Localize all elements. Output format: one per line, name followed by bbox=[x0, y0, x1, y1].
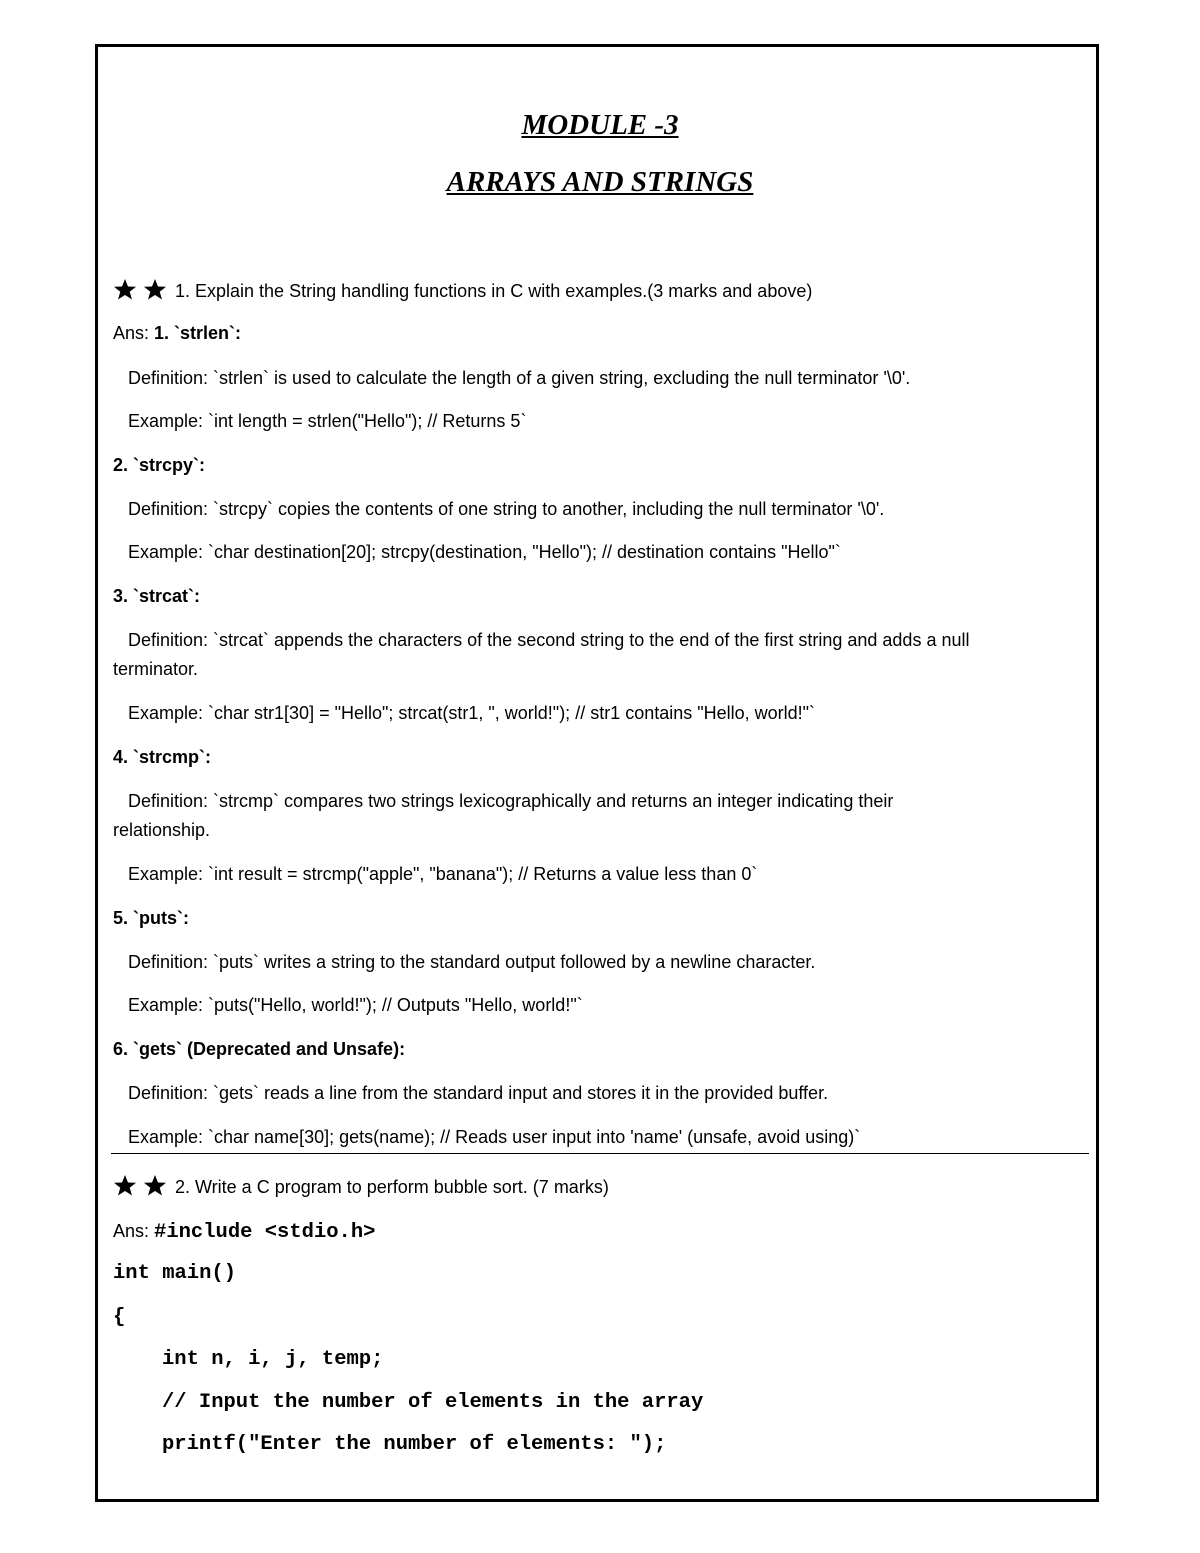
code-line: int n, i, j, temp; bbox=[162, 1348, 384, 1371]
item-definition-cont: terminator. bbox=[113, 659, 199, 679]
item-example: Example: `puts("Hello, world!"); // Outputs "Hello, world!"` bbox=[128, 995, 583, 1015]
question-2 bbox=[113, 1174, 609, 1202]
module-title: MODULE -3 bbox=[521, 109, 679, 141]
item-definition: Definition: `gets` reads a line from the standard input and stores it in the provided buffer. bbox=[128, 1083, 829, 1103]
code-line: // Input the number of elements in the array bbox=[162, 1391, 704, 1414]
item-definition: Definition: `strlen` is used to calculate the length of a given string, excluding the null terminator '\0'. bbox=[128, 368, 911, 388]
item-heading: 1. `strlen`: bbox=[154, 323, 242, 343]
topic-title: ARRAYS AND STRINGS bbox=[446, 166, 754, 198]
question-stars bbox=[113, 1174, 173, 1202]
item-heading: 3. `strcat`: bbox=[113, 586, 201, 606]
page-border bbox=[95, 44, 1099, 1502]
star-icon bbox=[113, 278, 137, 300]
item-definition: Definition: `strcpy` copies the contents of one string to another, including the null terminator '\0'. bbox=[128, 499, 885, 519]
item-heading: 6. `gets` (Deprecated and Unsafe): bbox=[113, 1039, 406, 1059]
item-heading: 4. `strcmp`: bbox=[113, 747, 212, 767]
item-example: Example: `char name[30]; gets(name); // Reads user input into 'name' (unsafe, avoid using)` bbox=[128, 1127, 861, 1147]
question-1 bbox=[113, 278, 812, 306]
star-icon bbox=[143, 1174, 167, 1196]
question-1-prompt: 1. Explain the String handling functions in C with examples.(3 marks and above) bbox=[175, 281, 813, 301]
section-divider bbox=[111, 1153, 1089, 1154]
code-text: #include <stdio.h> bbox=[154, 1221, 376, 1244]
item-definition: Definition: `strcmp` compares two strings lexicographically and returns an integer indicating their bbox=[128, 791, 894, 811]
item-example: Example: `char str1[30] = "Hello"; strcat(str1, ", world!"); // str1 contains "Hello, world!"` bbox=[128, 703, 816, 723]
item-definition-cont: relationship. bbox=[113, 820, 211, 840]
code-line: { bbox=[113, 1306, 126, 1329]
item-definition: Definition: `puts` writes a string to the standard output followed by a newline character. bbox=[128, 952, 816, 972]
answer-label: Ans: bbox=[113, 323, 155, 343]
item-heading: 2. `strcpy`: bbox=[113, 455, 206, 475]
answer-1 bbox=[113, 321, 241, 345]
star-icon bbox=[113, 1174, 137, 1196]
item-example: Example: `int result = strcmp("apple", "banana"); // Returns a value less than 0` bbox=[128, 864, 758, 884]
code-line bbox=[113, 1218, 375, 1246]
code-line: int main() bbox=[113, 1262, 237, 1285]
item-example: Example: `int length = strlen("Hello"); // Returns 5` bbox=[128, 411, 527, 431]
answer-label: Ans: bbox=[113, 1221, 155, 1241]
item-heading: 5. `puts`: bbox=[113, 908, 189, 928]
item-definition: Definition: `strcat` appends the characters of the second string to the end of the first string and adds a null bbox=[128, 630, 970, 650]
item-example: Example: `char destination[20]; strcpy(destination, "Hello"); // destination contains "Hello"` bbox=[128, 542, 841, 562]
question-2-prompt: 2. Write a C program to perform bubble sort. (7 marks) bbox=[175, 1177, 609, 1197]
code-line: printf("Enter the number of elements: "); bbox=[162, 1433, 667, 1456]
star-icon bbox=[143, 278, 167, 300]
question-stars bbox=[113, 278, 173, 306]
